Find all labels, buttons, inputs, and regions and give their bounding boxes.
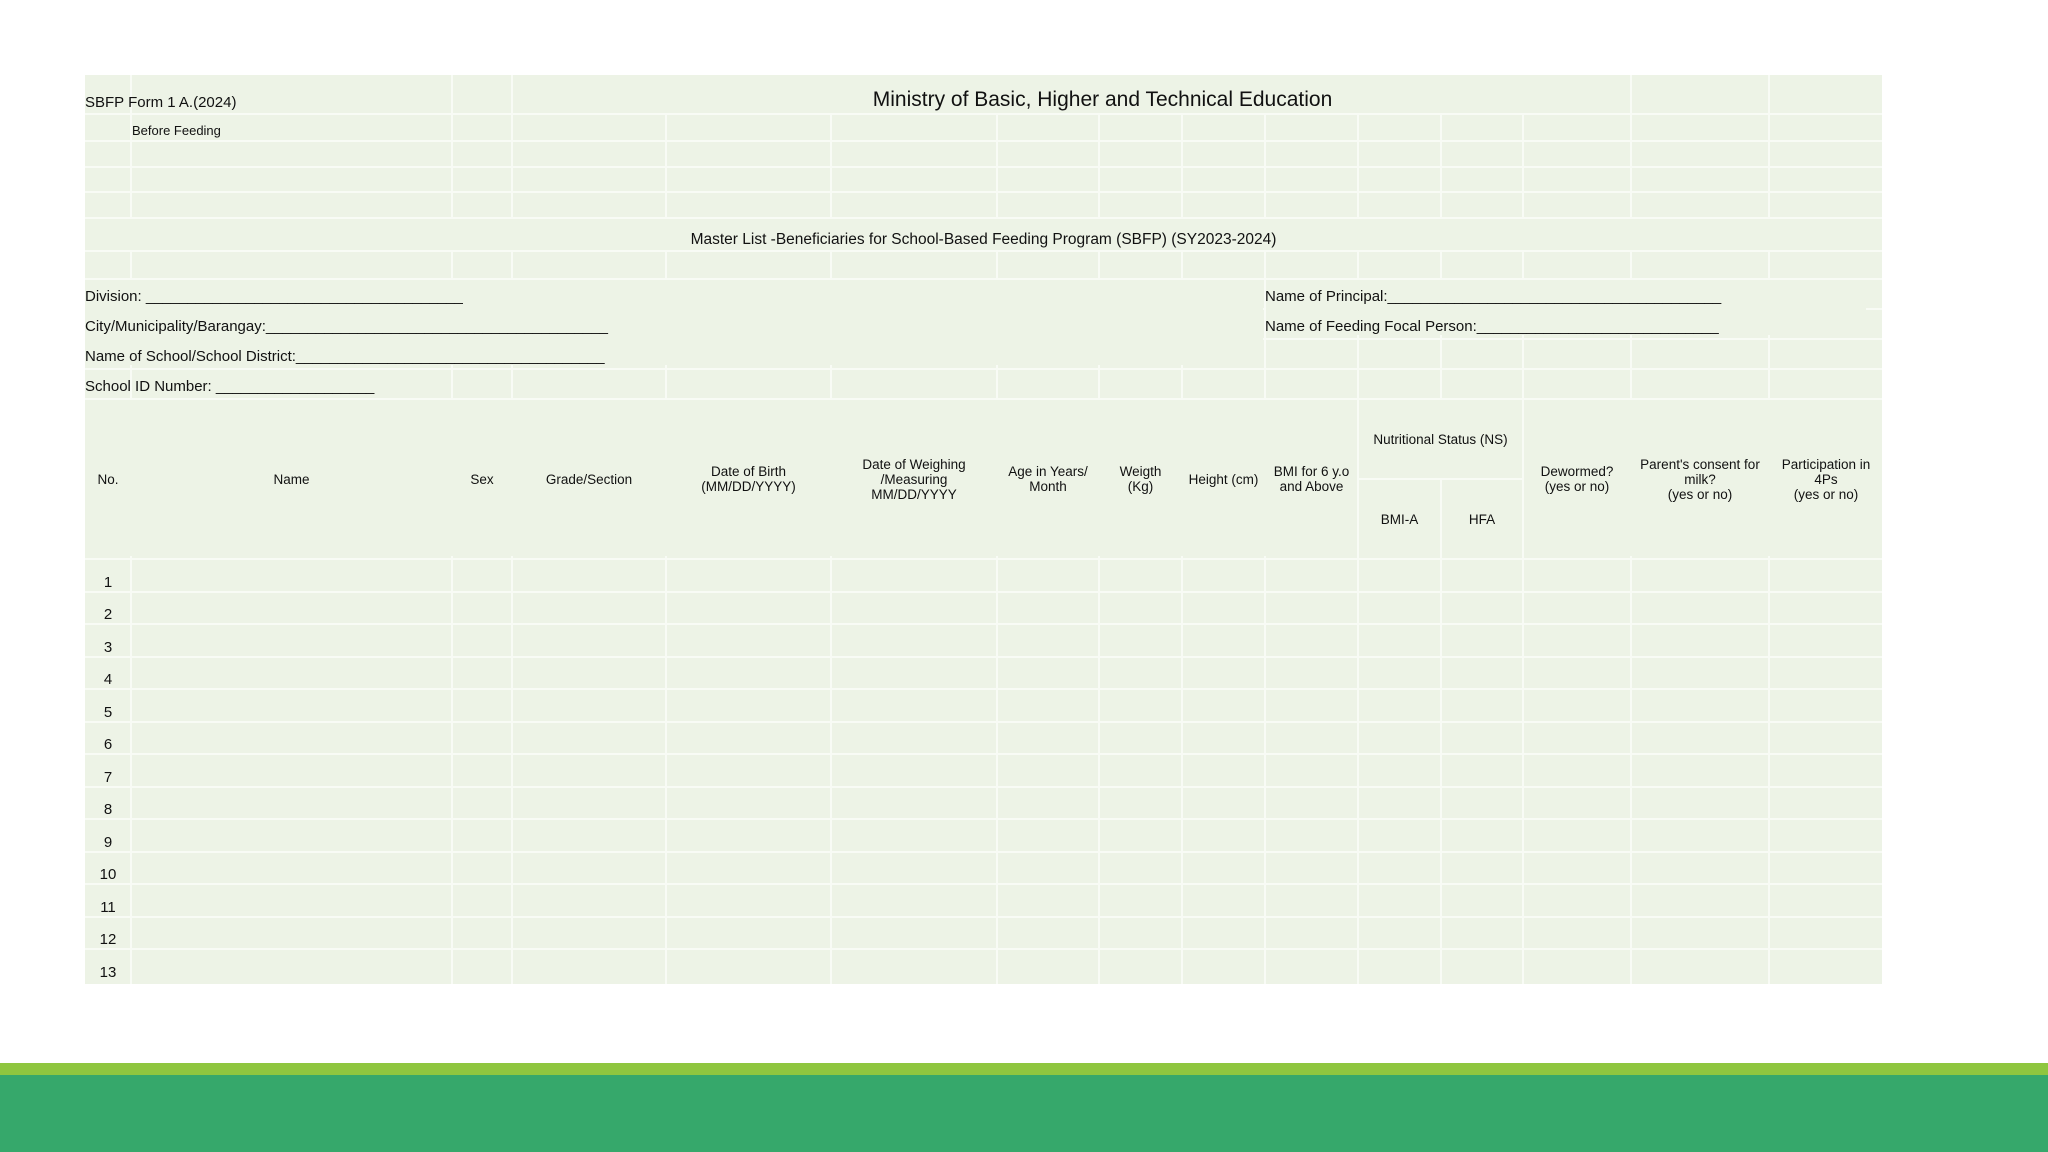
gridline <box>85 140 1882 142</box>
row-number: 9 <box>103 834 113 851</box>
header-height: Height (cm) <box>1188 471 1259 487</box>
gridline <box>85 948 1882 950</box>
gridline <box>85 883 1882 885</box>
header-parent-consent: Parent's consent for milk? (yes or no) <box>1640 456 1760 502</box>
division-field: Division: ______________________________________ <box>85 288 463 305</box>
header-nutritional-status: Nutritional Status (NS) <box>1373 431 1508 447</box>
header-grade-section: Grade/Section <box>545 471 633 487</box>
row-number: 7 <box>103 769 113 786</box>
gridline <box>85 786 1882 788</box>
row-number: 8 <box>103 801 113 818</box>
row-number: 11 <box>100 899 116 916</box>
master-list-title: Master List -Beneficiaries for School-Based Feeding Program (SBFP) (SY2023-2024) <box>690 231 1277 248</box>
feeding-phase-label: Before Feeding <box>132 123 221 138</box>
header-4ps-participation: Participation in 4Ps (yes or no) <box>1781 456 1871 502</box>
header-sex: Sex <box>470 471 494 487</box>
gridline <box>85 368 1882 370</box>
gridline <box>85 818 1882 820</box>
school-name-field: Name of School/School District:_____________________________________ <box>85 348 605 365</box>
row-number: 5 <box>103 704 113 721</box>
gridline <box>85 558 1882 560</box>
feeding-focal-person-field: Name of Feeding Focal Person:_____________________________ <box>1265 318 1719 335</box>
header-dewormed: Dewormed? (yes or no) <box>1540 464 1614 494</box>
row-number: 4 <box>103 671 113 688</box>
gridline <box>85 753 1882 755</box>
gridline <box>85 688 1882 690</box>
gridline <box>85 656 1882 658</box>
gridline <box>85 623 1882 625</box>
gridline <box>85 113 1882 115</box>
footer-accent-stripe <box>0 1063 2048 1075</box>
school-id-field: School ID Number: ___________________ <box>85 378 375 395</box>
feeding-master-list-sheet <box>85 75 1882 984</box>
header-date-of-birth: Date of Birth (MM/DD/YYYY) <box>701 464 796 494</box>
header-age: Age in Years/ Month <box>1008 464 1088 494</box>
gridline <box>85 851 1882 853</box>
city-municipality-barangay-field: City/Municipality/Barangay:_________________________________________ <box>85 318 608 335</box>
row-number: 2 <box>103 606 113 623</box>
row-number: 12 <box>99 931 117 948</box>
gridline <box>85 250 1882 252</box>
principal-name-field: Name of Principal:________________________________________ <box>1265 288 1722 305</box>
header-weight: Weigth (Kg) <box>1119 464 1162 494</box>
header-bmi: BMI for 6 y.o and Above <box>1273 464 1350 494</box>
footer-band <box>0 1075 2048 1152</box>
row-number: 1 <box>103 574 113 591</box>
gridline <box>85 166 1882 168</box>
header-bmi-a: BMI-A <box>1380 511 1419 527</box>
header-no: No. <box>97 471 119 487</box>
header-name: Name <box>273 471 310 487</box>
gridline <box>85 721 1882 723</box>
header-hfa: HFA <box>1468 511 1496 527</box>
row-number: 3 <box>103 639 113 656</box>
row-number: 13 <box>99 964 117 981</box>
ministry-title: Ministry of Basic, Higher and Technical Education <box>872 88 1333 111</box>
header-date-of-weighing: Date of Weighing /Measuring MM/DD/YYYY <box>862 456 966 502</box>
row-number: 10 <box>99 866 117 883</box>
gridline <box>85 916 1882 918</box>
form-code: SBFP Form 1 A.(2024) <box>85 94 237 111</box>
gridline <box>85 191 1882 193</box>
gridline <box>85 591 1882 593</box>
row-number: 6 <box>103 736 113 753</box>
